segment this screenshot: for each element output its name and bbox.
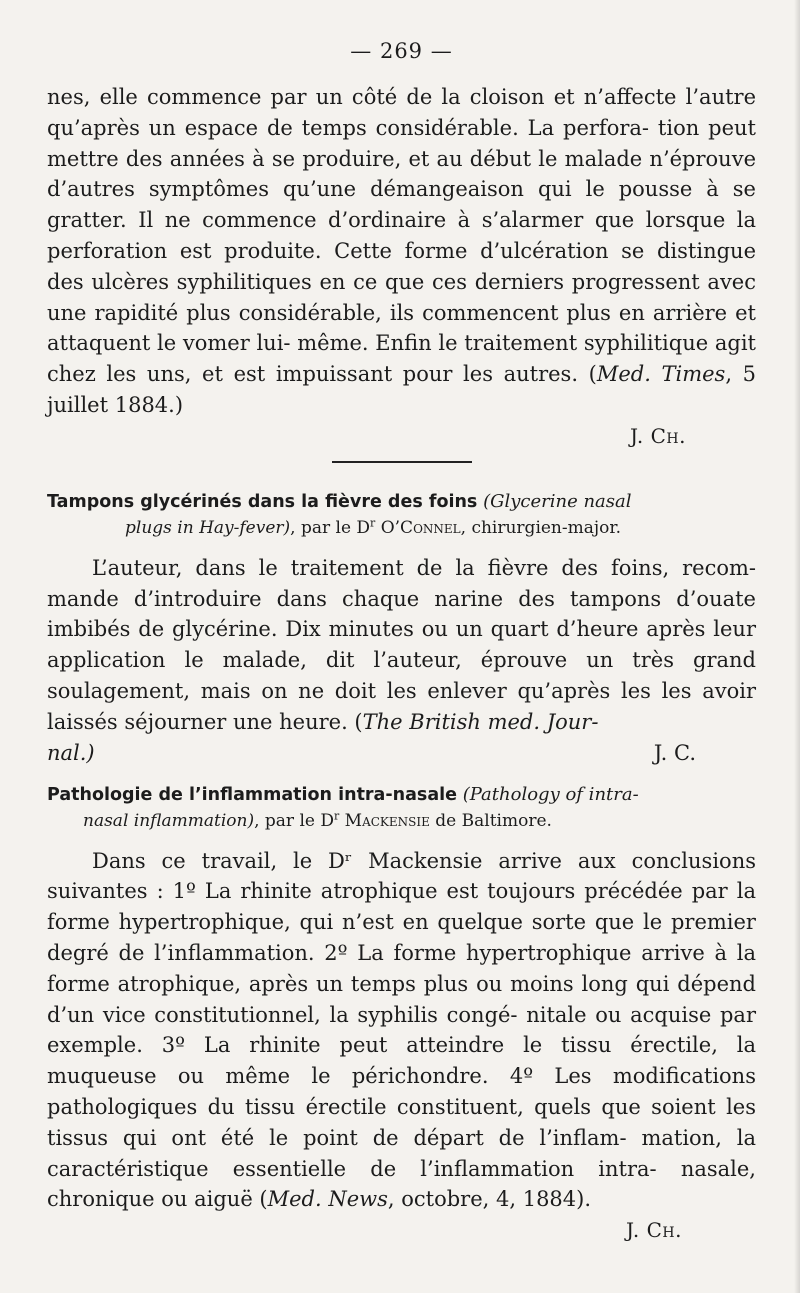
text-line: mation, la caractéristique essentielle de l’inflammation intra- [47,1125,756,1181]
text-line: ces derniers progressent avec une rapidité plus considérable, [47,269,756,325]
text-line: que soient les tissus qui ont été le point de départ de l’inflam- [47,1094,756,1150]
english-title: (Glycerine nasal [483,490,632,512]
citation-signature-row [47,738,756,768]
text-line: est impuissant pour les autres. (Med. Times, 5 juillet 1884.) [47,362,756,417]
text-line: modifications pathologiques du tissu érectile constituent, quels [47,1064,756,1119]
text-line: arrive à la forme atrophique, après un temps plus ou moins [47,940,756,996]
text-line: premier degré de l’inflammation. 2º La forme hypertrophique [47,910,756,965]
text-line: mande d’introduire dans chaque narine des tampons d’ouate [47,586,756,611]
text-line: nitale ou acquise par exemple. 3º La rhinite peut atteindre [47,1002,756,1058]
author-name: O’Connel [375,517,461,538]
text-line: nes, elle commence par un côté de la cloison et n’affecte [47,85,677,109]
continued-paragraph [47,82,756,421]
text-line: leur application le malade, dit l’auteur, éprouve un très [47,617,756,673]
text-line: tion peut mettre des années à se produire, et au début le [47,115,756,171]
article-pathologie [47,782,756,1246]
text-line: la forme hypertrophique, qui n’est en quelque sorte que le [47,879,756,935]
text-line: grand soulagement, mais on ne doit les enlever qu’après les [47,648,756,703]
article-heading: Pathologie de l’inflammation intra-nasale (Pathology of intra- nasal inflammation), par le $D^r$ Mackensie de Baltimore. [47,783,639,831]
author-signature: J. C. [653,740,696,765]
text-line: nasale, chronique ou aiguë (Med. News, octobre, 4, 1884). [47,1156,756,1212]
source-citation: The British med. Jour- [362,709,599,734]
text-line: long qui dépend d’un vice constitutionnel, la syphilis congé- [47,971,756,1027]
article-tampons [47,489,756,768]
text-line: L’auteur, dans le traitement de la fièvre des foins, recom- [92,555,756,580]
text-line: d’ulcération se distingue des ulcères syphilitiques en ce que [47,238,757,294]
text-line: imbibés de glycérine. Dix minutes ou un quart d’heure après [47,617,706,642]
text-line: ils commencent plus en arrière et attaquent le vomer lui- [47,300,756,356]
source-citation: Med. News [267,1187,388,1212]
source-citation-cont: nal.) [47,740,95,765]
source-citation: Med. Times [596,362,726,387]
section-divider [332,461,472,463]
text-line: le tissu érectile, la muqueuse ou même le périchondre. 4º Les [47,1033,756,1089]
english-title: (Pathology of intra- [462,783,639,805]
text-line: même. Enfin le traitement syphilitique agit chez les uns, et [47,331,757,387]
english-title-cont: plugs in Hay-fever) [125,517,291,538]
author-signature: J. Ch. [625,1218,682,1243]
text-line: malade n’éprouve d’autres symptômes qu’une démangeaison [47,146,756,202]
text-line: s’alarmer que lorsque la perforation est produite. Cette forme [47,208,756,263]
page-number: — 269 — [350,39,453,63]
english-title-cont: nasal inflammation) [83,810,255,831]
text-line: les avoir laissés séjourner une heure. (The British med. Jour- [47,678,756,734]
text-line: l’autre qu’après un espace de temps considérable. La perfora- [47,85,756,140]
text-line: suivantes : 1º La rhinite atrophique est toujours précédée par [47,879,728,904]
text-line: qui le pousse à se gratter. Il ne commence d’ordinaire à [47,177,756,233]
author-signature: J. Ch. [629,423,686,448]
article-paragraph [47,553,756,738]
article-heading: Tampons glycérinés dans la fièvre des foins (Glycerine nasal plugs in Hay-fever), par le $D^r$ O’Connel, chirurgien-major. [47,490,632,538]
author-name: Mackensie [339,810,430,831]
article-continuation [47,82,756,451]
article-title: Tampons glycérinés dans la fièvre des foins [47,491,478,512]
article-paragraph [47,846,756,1216]
article-title: Pathologie de l’inflammation intra-nasale [47,784,457,805]
text-line: Dans ce travail, le Dʳ Mackensie arrive aux conclusions [92,848,756,873]
